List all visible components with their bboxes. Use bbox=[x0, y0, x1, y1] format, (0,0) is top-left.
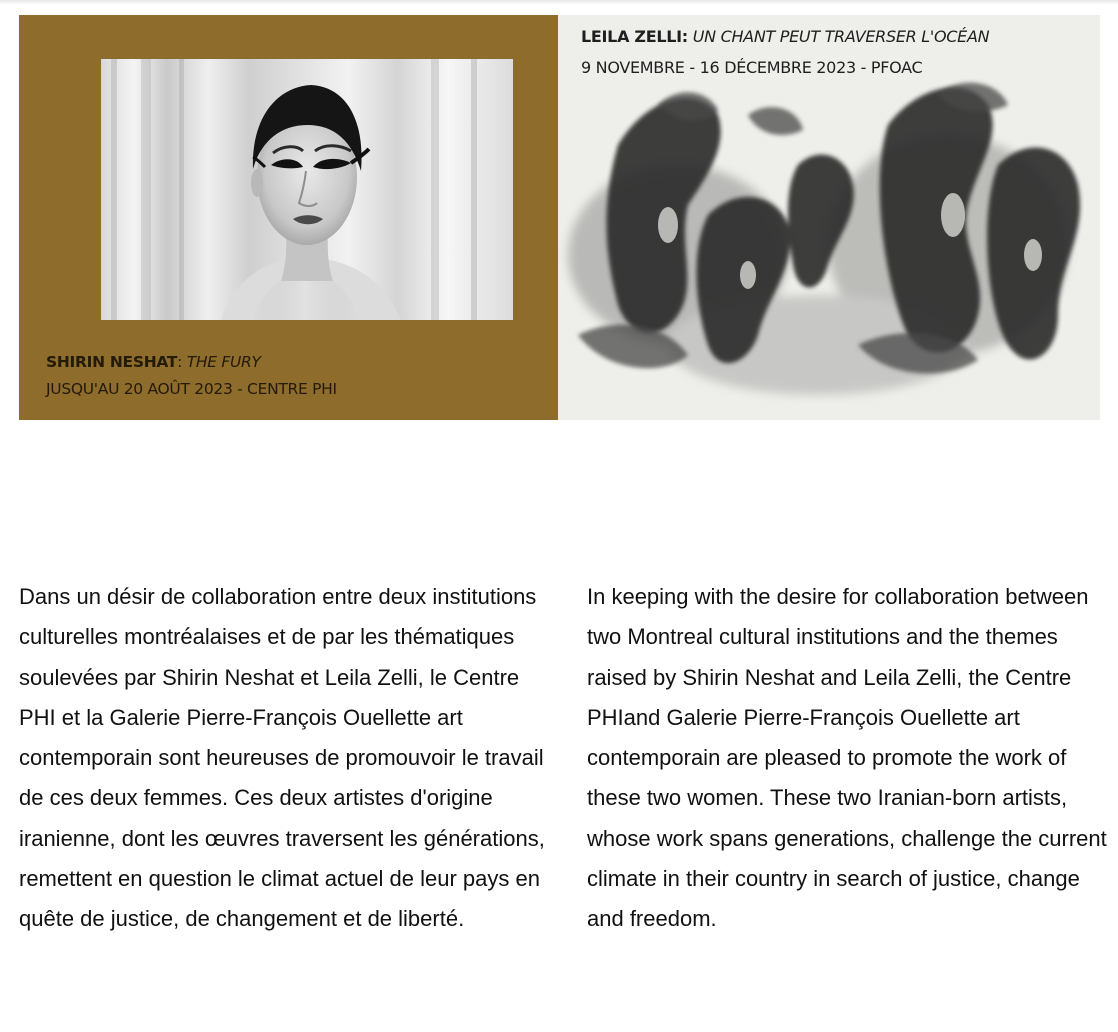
banner-panel-neshat bbox=[19, 15, 558, 420]
zelli-dates: 9 NOVEMBRE - 16 DÉCEMBRE 2023 - PFOAC bbox=[581, 58, 923, 77]
zelli-artist-name: LEILA ZELLI: bbox=[581, 27, 688, 46]
zelli-caption bbox=[581, 21, 989, 83]
banner-panel-zelli bbox=[558, 15, 1100, 420]
neshat-separator: : bbox=[177, 353, 187, 371]
neshat-caption bbox=[46, 349, 337, 403]
portrait-photo-icon bbox=[101, 59, 513, 320]
exhibition-banner[interactable] bbox=[19, 15, 1100, 420]
neshat-title-line bbox=[46, 349, 337, 376]
top-divider bbox=[0, 0, 1118, 5]
paragraph-french: Dans un désir de collaboration entre deux institutions culturelles montréalaises et de par les thématiques soulevées par Shirin Neshat et Leila Zelli, le Centre PHI et la Galerie Pierre-François Ouellette art contemporain sont heureuses de promouvoir le travail de ces deux femmes. Ces deux artistes d'origine iranienne, dont les œuvres traversent les générations, remettent en question le climat actuel de leur pays en quête de justice, de changement et de liberté. bbox=[19, 584, 545, 932]
neshat-dates: JUSQU'AU 20 AOÛT 2023 - CENTRE PHI bbox=[46, 380, 337, 398]
zelli-title-line bbox=[581, 21, 989, 52]
zelli-exhibition-title: UN CHANT PEUT TRAVERSER L'OCÉAN bbox=[692, 27, 990, 46]
neshat-exhibition-title: THE FURY bbox=[186, 353, 261, 371]
neshat-artist-name: SHIRIN NESHAT bbox=[46, 353, 178, 371]
paragraph-english: In keeping with the desire for collaboration between two Montreal cultural institutions and the themes raised by Shirin Neshat and Leila Zelli, the Centre PHIand Galerie Pierre-François Ouellette art contemporain are pleased to promote the work of these two women. These two Iranian-born artists, whose work spans generations, challenge the current climate in their country in search of justice, change and freedom. bbox=[587, 584, 1107, 932]
